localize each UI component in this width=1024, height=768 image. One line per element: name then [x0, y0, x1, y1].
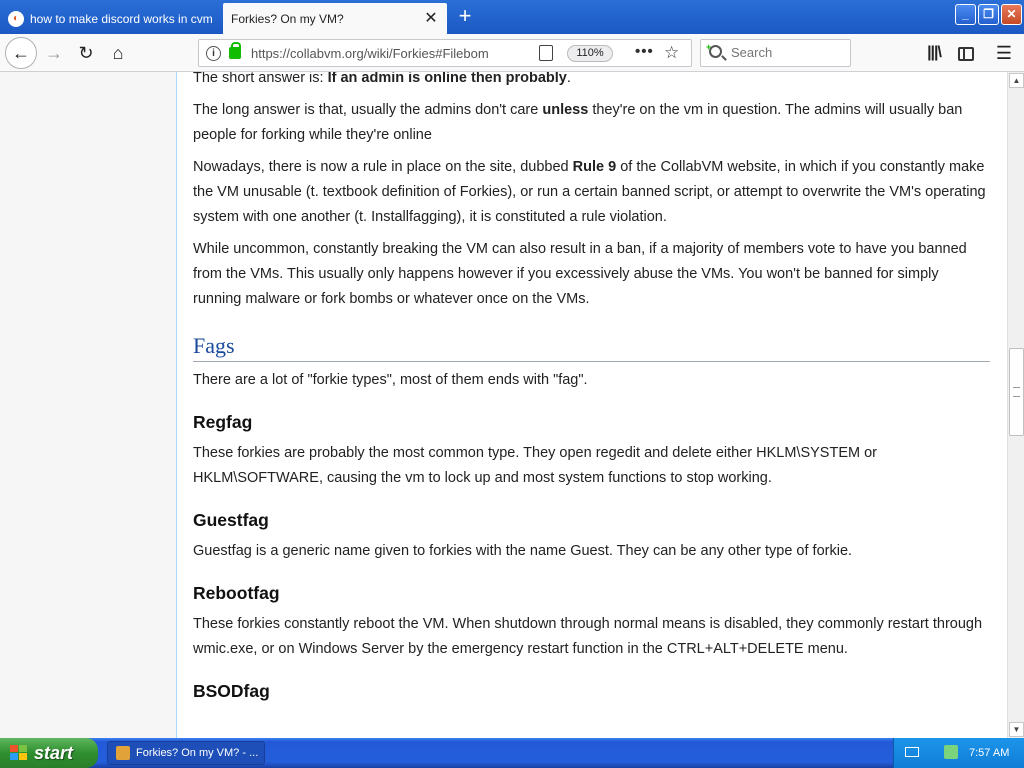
article-content	[176, 72, 1007, 738]
subheading-guestfag: Guestfag	[193, 510, 269, 530]
scroll-up-arrow-icon[interactable]: ▲	[1009, 73, 1024, 88]
vertical-scrollbar[interactable]	[1007, 72, 1024, 738]
bookmark-star-icon[interactable]: ☆	[664, 43, 680, 62]
start-label: start	[34, 743, 74, 763]
search-input[interactable]	[731, 45, 841, 60]
back-arrow-icon[interactable]: ←	[5, 37, 37, 69]
firefox-icon	[116, 746, 130, 760]
section-intro: There are a lot of "forkie types", most of them ends with "fag".	[193, 372, 588, 388]
keyboard-icon[interactable]	[905, 747, 919, 757]
site-favicon-icon: ◐	[8, 11, 24, 27]
paragraph-ban: While uncommon, constantly breaking the VM can also result in a ban, if a majority of members vote to have you banned from the VMs. This usually only happens however if you excessively abuse the VMs. You won't be banned for simply running malware or fork bombs or whatever once on the VMs.	[193, 241, 967, 307]
close-tab-icon[interactable]: ✕	[424, 9, 438, 27]
text-span: The long answer is that, usually the admins don't care	[193, 102, 543, 118]
site-info-icon[interactable]: i	[206, 46, 221, 61]
windows-taskbar	[0, 738, 1024, 768]
browser-tab-strip	[0, 0, 1024, 34]
paragraph-long-answer	[193, 98, 990, 148]
tab-discord-cvm[interactable]	[0, 3, 222, 34]
text-span: Nowadays, there is now a rule in place on the site, dubbed	[193, 159, 573, 175]
paragraph-guestfag: Guestfag is a generic name given to forkies with the name Guest. They can be any other type of forkie.	[193, 543, 853, 559]
reload-icon[interactable]: ↻	[78, 43, 94, 63]
restore-window-button[interactable]: ❐	[978, 4, 999, 25]
page-actions-menu-icon[interactable]: •••	[635, 43, 654, 60]
forward-arrow-icon[interactable]: →	[45, 43, 63, 63]
search-engine-add-icon: +	[706, 42, 712, 52]
text-span: .	[566, 72, 571, 86]
bold-text: unless	[542, 102, 589, 118]
system-tray	[893, 738, 1024, 768]
scroll-down-arrow-icon[interactable]: ▼	[1009, 722, 1024, 737]
text-span: they're on the vm in question. The admins will usually ban people for forking while they're online	[193, 102, 963, 143]
tab-title: Forkies? On my VM?	[231, 11, 344, 26]
bold-text: If an admin is online then probably	[327, 72, 567, 86]
text-span: of the CollabVM website, in which if you constantly make the VM unusable (t. textbook definition of Forkies), or run a certain banned script, or attempt to overwrite the VM's operating system with one another (t. Installfagging), it is constituted a rule violation.	[193, 159, 986, 225]
web-page	[0, 72, 1007, 738]
paragraph-short-answer	[193, 72, 990, 91]
new-tab-button[interactable]: +	[458, 3, 472, 28]
paragraph-rebootfag: These forkies constantly reboot the VM. When shutdown through normal means is disabled, they commonly restart through wmic.exe, or on Windows Server by the emergency restart function in the CTRL+ALT+DELETE menu.	[193, 616, 983, 657]
subheading-regfag: Regfag	[193, 412, 253, 432]
network-icon[interactable]	[944, 745, 958, 759]
navigation-toolbar	[0, 34, 1024, 72]
section-heading-fags: Fags	[193, 332, 990, 362]
bold-text: Rule 9	[572, 159, 617, 175]
taskbar-window-firefox[interactable]	[107, 741, 265, 765]
tab-forkies-active[interactable]	[223, 3, 447, 34]
reader-view-icon[interactable]	[539, 45, 553, 61]
paragraph-rule-9	[193, 155, 990, 230]
sidebar-toggle-icon[interactable]	[952, 39, 980, 67]
search-box[interactable]	[700, 39, 851, 67]
task-title: Forkies? On my VM? - ...	[136, 747, 259, 759]
secure-lock-icon	[229, 47, 241, 59]
address-bar[interactable]	[198, 39, 692, 67]
start-button[interactable]	[0, 738, 98, 768]
subheading-rebootfag: Rebootfag	[193, 583, 280, 603]
scrollbar-thumb[interactable]	[1009, 348, 1024, 436]
home-icon[interactable]: ⌂	[112, 43, 124, 63]
paragraph-regfag: These forkies are probably the most common type. They open regedit and delete either HKLM\SYSTEM or HKLM\SOFTWARE, causing the vm to lock up and most system functions to stop working.	[193, 445, 877, 486]
url-text[interactable]: https://collabvm.org/wiki/Forkies#Filebom	[251, 46, 489, 61]
text-span: The short answer is:	[193, 72, 328, 86]
clock[interactable]: 7:57 AM	[969, 747, 1010, 759]
windows-logo-icon	[10, 745, 28, 761]
subheading-bsodfag: BSODfag	[193, 681, 270, 701]
zoom-level-badge[interactable]: 110%	[567, 45, 613, 62]
hamburger-menu-icon[interactable]: ☰	[995, 43, 1013, 63]
close-window-button[interactable]: ✕	[1001, 4, 1022, 25]
library-icon[interactable]: |||\	[927, 44, 941, 61]
tab-title: how to make discord works in cvm	[30, 11, 213, 26]
minimize-window-button[interactable]: _	[955, 4, 976, 25]
